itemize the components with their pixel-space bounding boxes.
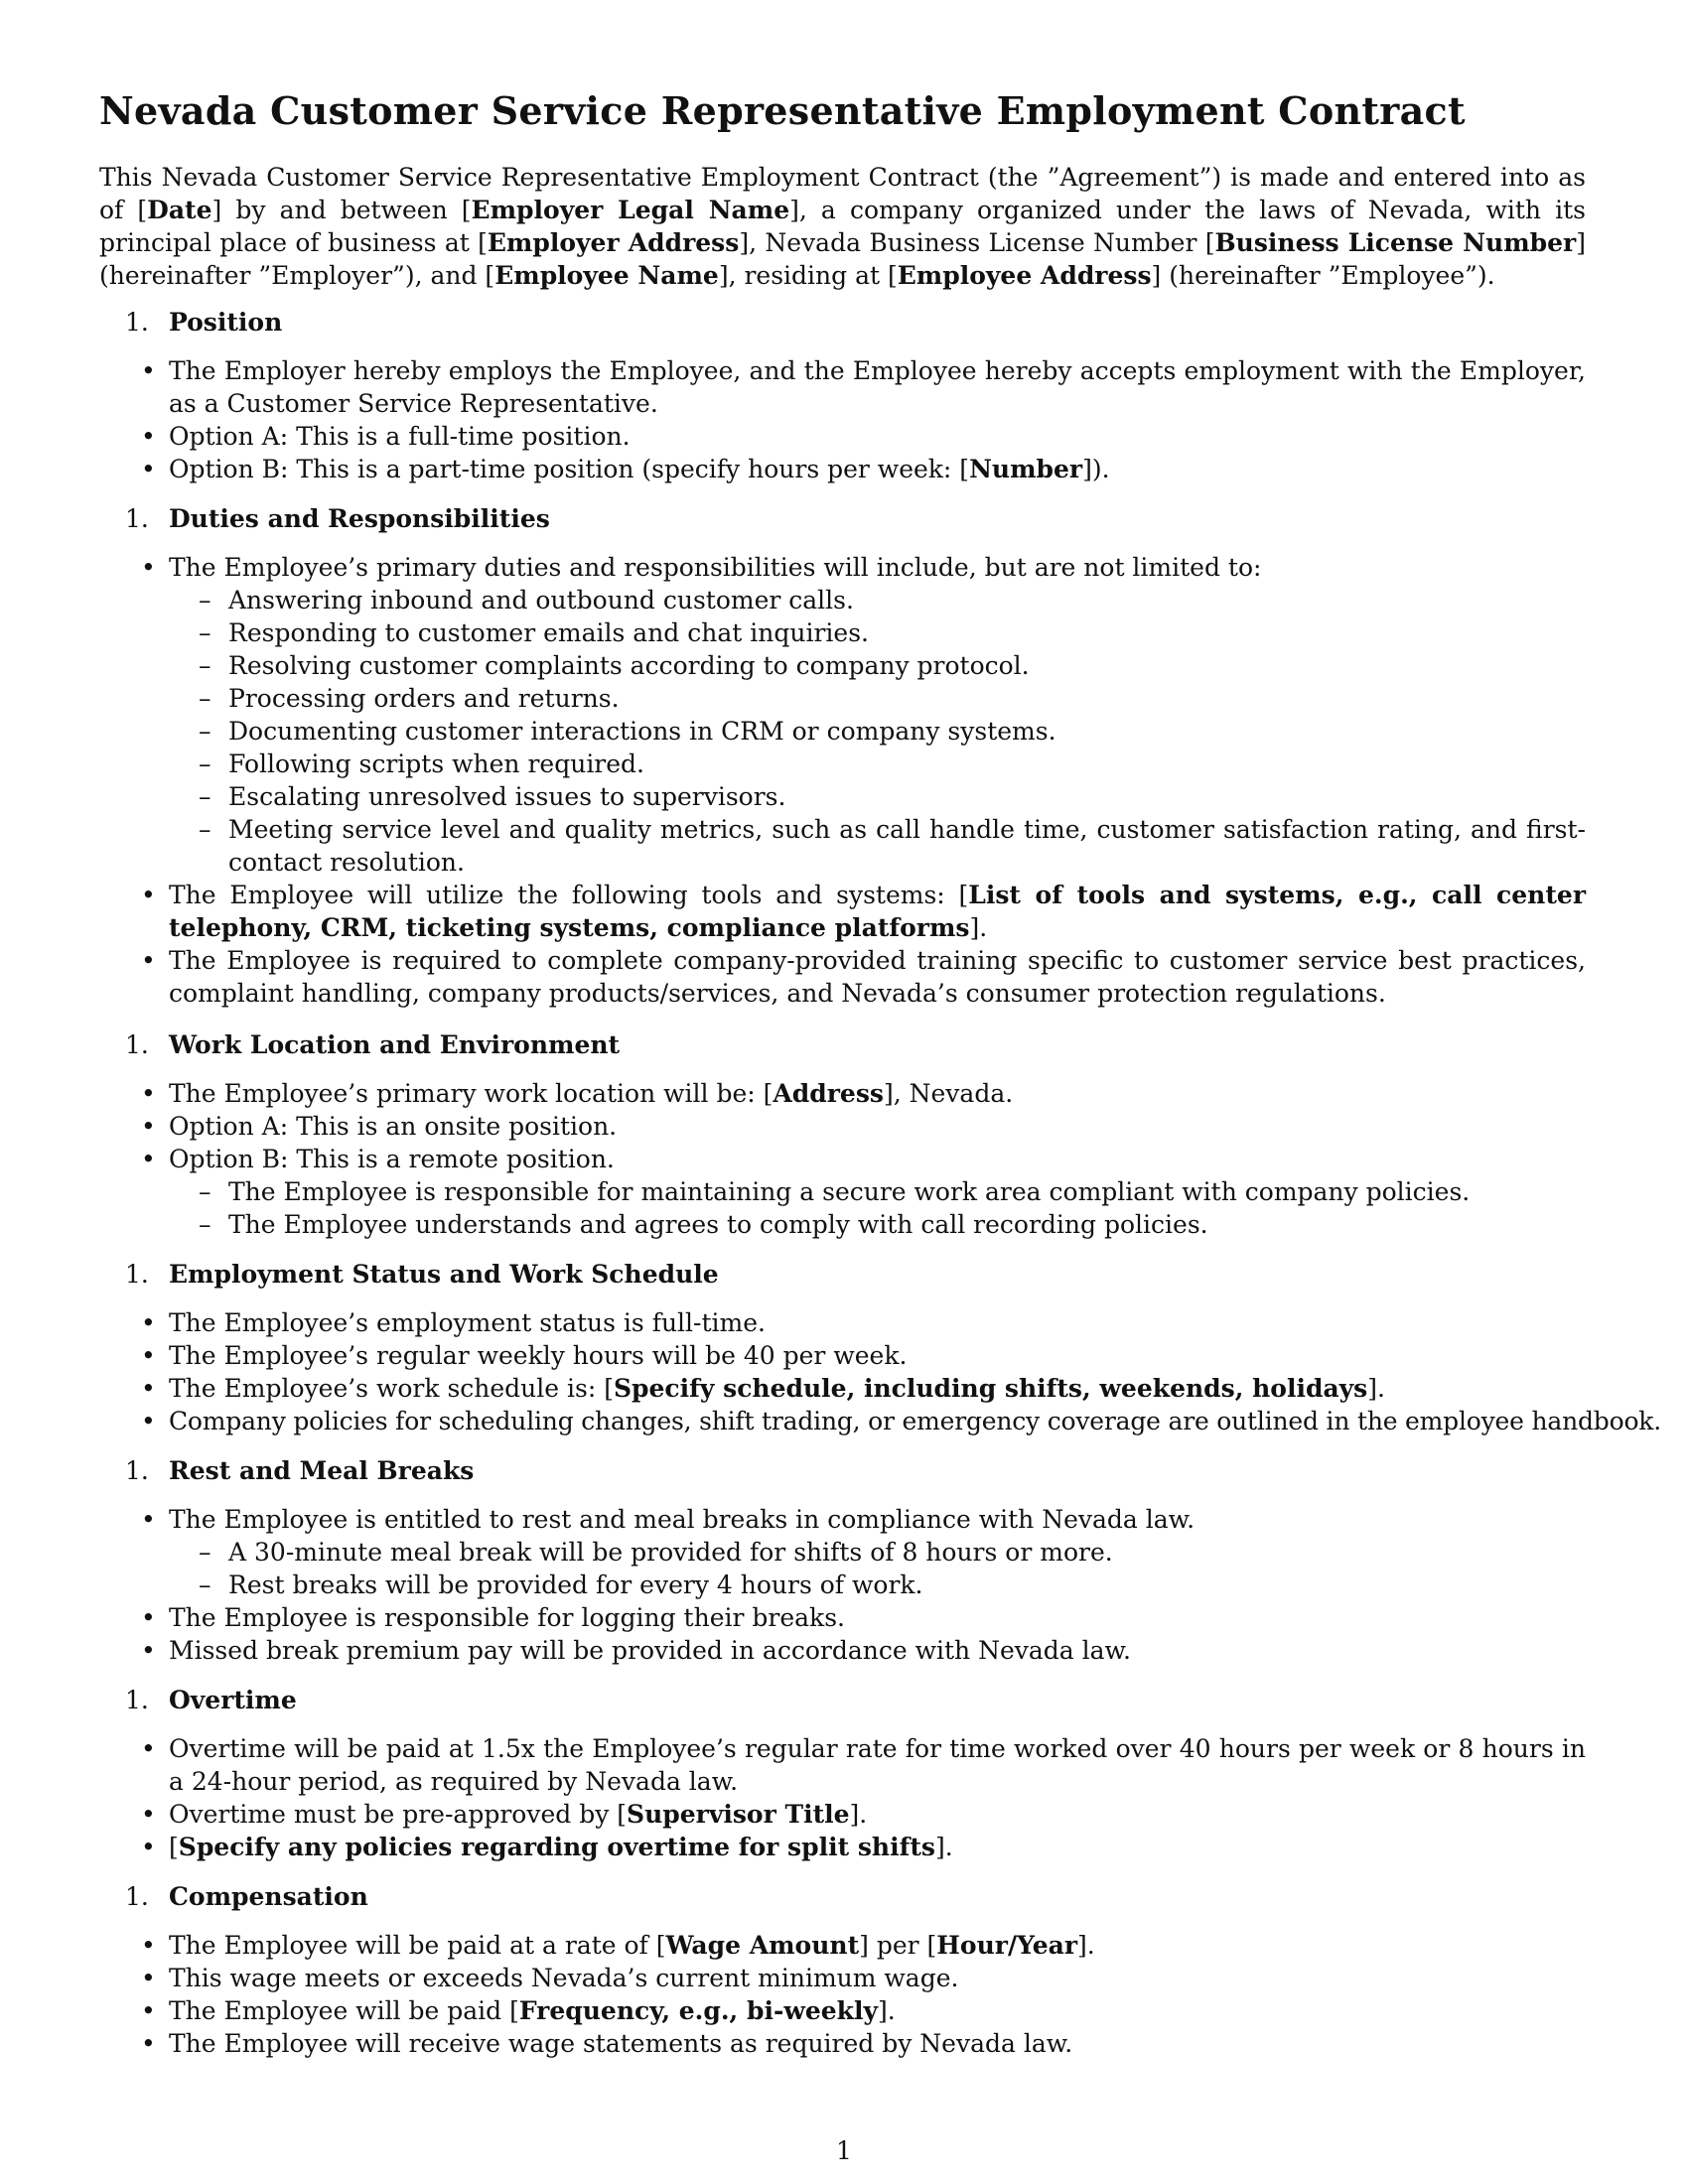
sub-list-item: – Answering inbound and outbound customer calls. xyxy=(169,584,1586,616)
list-item: • Option A: This is a full-time position. xyxy=(99,420,1586,453)
sub-list-item: – Rest breaks will be provided for every 4 hours of work. xyxy=(169,1569,1586,1601)
placeholder-employer-name: Employer Legal Name xyxy=(471,196,790,224)
list-item: • Missed break premium pay will be provided in accordance with Nevada law. xyxy=(99,1634,1586,1667)
section-work-location xyxy=(99,1028,1586,1241)
section-heading: 1. Duties and Responsibilities xyxy=(125,504,550,533)
placeholder-business-license: Business License Number xyxy=(1214,228,1577,257)
list-item: • The Employee is responsible for logging their breaks. xyxy=(99,1601,1586,1634)
list-item: • The Employee will be paid [Frequency, e.g., bi-weekly]. xyxy=(99,1994,1586,2027)
sub-list-item: – The Employee understands and agrees to comply with call recording policies. xyxy=(169,1208,1586,1241)
sub-list-item: – Documenting customer interactions in CRM or company systems. xyxy=(169,715,1586,748)
list-item: • The Employee is entitled to rest and meal breaks in compliance with Nevada law. – A 30-minute meal break will be provided for shifts of 8 hours or more. – Rest breaks will be provided for every 4 hours of work. xyxy=(99,1503,1586,1601)
section-compensation xyxy=(99,1880,1586,2060)
sub-list-item: – Following scripts when required. xyxy=(169,748,1586,780)
sub-list-item: – The Employee is responsible for maintaining a secure work area compliant with company policies. xyxy=(169,1175,1586,1208)
list-item: • Option A: This is an onsite position. xyxy=(99,1110,1586,1143)
sub-list-item: – Processing orders and returns. xyxy=(169,682,1586,715)
section-duties xyxy=(99,502,1586,1010)
list-item: • The Employer hereby employs the Employee, and the Employee hereby accepts employment with the Employer, as a Customer Service Representative. xyxy=(99,354,1586,420)
placeholder-employer-address: Employer Address xyxy=(487,228,740,257)
list-item: • Overtime will be paid at 1.5x the Employee’s regular rate for time worked over 40 hours per week or 8 hours in a 24-hour period, as required by Nevada law. xyxy=(99,1732,1586,1798)
sub-list-item: – Escalating unresolved issues to supervisors. xyxy=(169,780,1586,813)
section-heading: 1. Compensation xyxy=(125,1882,368,1911)
section-heading: 1. Employment Status and Work Schedule xyxy=(125,1260,719,1289)
placeholder-date: Date xyxy=(147,196,212,224)
list-item: • The Employee’s work schedule is: [Specify schedule, including shifts, weekends, holidays]. xyxy=(99,1372,1586,1405)
section-heading: 1. Work Location and Environment xyxy=(125,1030,621,1059)
section-employment-status xyxy=(99,1258,1661,1437)
sub-list-item: – Meeting service level and quality metrics, such as call handle time, customer satisfaction rating, and first-contact resolution. xyxy=(169,813,1586,879)
list-item: • Overtime must be pre-approved by [Supervisor Title]. xyxy=(99,1798,1586,1831)
section-heading: 1. Position xyxy=(125,308,283,337)
list-item: • The Employee’s employment status is full-time. xyxy=(99,1306,1586,1339)
list-item: • The Employee will receive wage statements as required by Nevada law. xyxy=(99,2027,1586,2060)
list-item: • The Employee will utilize the following tools and systems: [List of tools and systems, e.g., call center telephony, CRM, ticketing systems, compliance platforms]. xyxy=(99,879,1586,944)
sub-list-item: – Responding to customer emails and chat inquiries. xyxy=(169,616,1586,649)
placeholder-employee-address: Employee Address xyxy=(897,261,1152,290)
section-rest-breaks xyxy=(99,1454,1586,1667)
list-item: • The Employee’s primary duties and responsibilities will include, but are not limited to: – Answering inbound and outbound customer calls. – Responding to customer emails and chat inquiries. – Resolving customer complaints according to company protocol. – Processing orders and returns. – Documenting customer interactions in CRM or company systems. – Following scripts when required. – Escalating unresolved issues to supervisors. – Meeting service level and quality metrics, such as call handle time, customer satisfaction rating, and first-contact resolution. xyxy=(99,551,1586,879)
sub-list-item: – Resolving customer complaints according to company protocol. xyxy=(169,649,1586,682)
section-position xyxy=(99,306,1586,485)
placeholder-employee-name: Employee Name xyxy=(494,261,719,290)
page-number: 1 xyxy=(836,2136,852,2165)
list-item: • Option B: This is a remote position. – The Employee is responsible for maintaining a secure work area compliant with company policies. – The Employee understands and agrees to comply with call recording policies. xyxy=(99,1143,1586,1241)
section-heading: 1. Rest and Meal Breaks xyxy=(125,1456,475,1485)
section-overtime xyxy=(99,1684,1586,1863)
sub-list-item: – A 30-minute meal break will be provided for shifts of 8 hours or more. xyxy=(169,1536,1586,1569)
list-item: • The Employee will be paid at a rate of [Wage Amount] per [Hour/Year]. xyxy=(99,1929,1586,1962)
list-item: • The Employee’s regular weekly hours will be 40 per week. xyxy=(99,1339,1586,1372)
document-title: Nevada Customer Service Representative Employment Contract xyxy=(99,88,1466,133)
list-item: • [Specify any policies regarding overtime for split shifts]. xyxy=(99,1831,1586,1863)
list-item: • Option B: This is a part-time position (specify hours per week: [Number]). xyxy=(99,453,1586,485)
list-item: • Company policies for scheduling changes, shift trading, or emergency coverage are outlined in the employee handbook. xyxy=(99,1405,1586,1437)
list-item: • The Employee is required to complete company-provided training specific to customer service best practices, complaint handling, company products/services, and Nevada’s consumer protection regulations. xyxy=(99,944,1586,1010)
list-item: • This wage meets or exceeds Nevada’s current minimum wage. xyxy=(99,1962,1586,1994)
intro-paragraph: This Nevada Customer Service Representative Employment Contract (the ”Agreement”) is made and entered into as of [Date] by and between [Employer Legal Name], a company organized under the laws of Nevada, with its principal place of business at [Employer Address], Nevada Business License Number [Business License Number] (hereinafter ”Employer”), and [Employee Name], residing at [Employee Address] (hereinafter ”Employee”). xyxy=(99,163,1586,290)
section-heading: 1. Overtime xyxy=(125,1686,297,1714)
list-item: • The Employee’s primary work location will be: [Address], Nevada. xyxy=(99,1077,1586,1110)
